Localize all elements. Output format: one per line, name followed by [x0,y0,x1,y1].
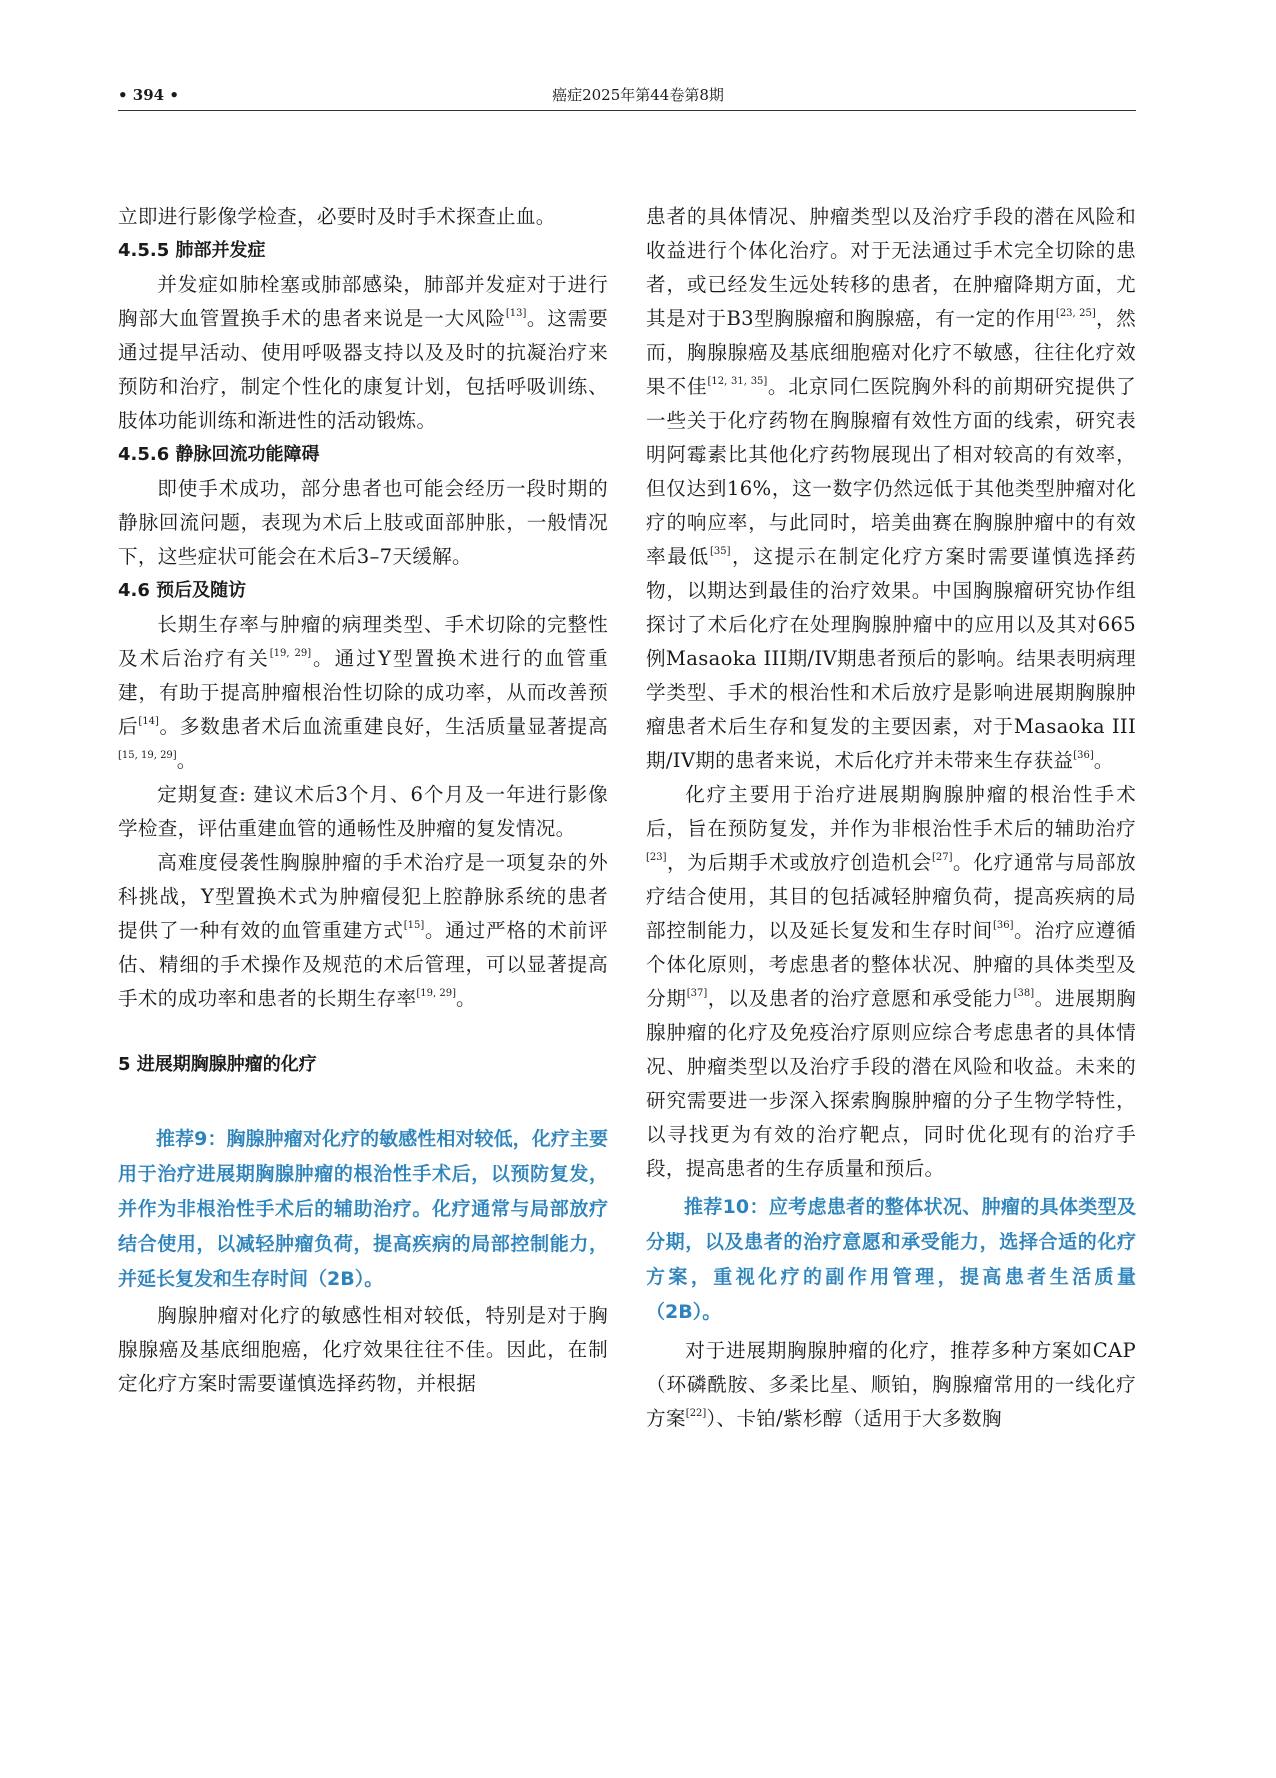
left-column [118,200,608,1401]
paragraph: 定期复查: 建议术后3个月、6个月及一年进行影像学检查，评估重建血管的通畅性及肿瘤的复发情况。 [118,783,608,840]
chapter-heading: 5 进展期胸腺肿瘤的化疗 [118,1054,317,1075]
paragraph: 胸腺肿瘤对化疗的敏感性相对较低，特别是对于胸腺腺癌及基底细胞癌，化疗效果往往不佳。因此，在制定化疗方案时需要谨慎选择药物，并根据 [118,1304,608,1395]
citation[interactable]: [35] [710,546,731,557]
citation[interactable]: [22] [685,1408,707,1419]
section-heading: 4.5.5 肺部并发症 [118,240,266,261]
journal-header: 癌症2025年第44卷第8期 [552,86,724,104]
paragraph: 即使手术成功，部分患者也可能会经历一段时期的静脉回流问题，表现为术后上肢或面部肿胀，一般情况下，这些症状可能会在术后3–7天缓解。 [118,477,608,568]
citation[interactable]: [13] [505,308,527,319]
paragraph: 对于进展期胸腺肿瘤的化疗，推荐多种方案如CAP（环磷酰胺、多柔比星、顺铂，胸腺瘤常用的一线化疗方案[22]）、卡铂/紫杉醇（适用于大多数胸 [646,1339,1136,1430]
citation[interactable]: [36] [1073,750,1094,761]
citation[interactable]: [38] [1013,988,1035,999]
citation[interactable]: [23, 25] [1055,308,1096,319]
paragraph: 长期生存率与肿瘤的病理类型、手术切除的完整性及术后治疗有关[19, 29]。通过Y型置换术进行的血管重建，有助于提高肿瘤根治性切除的成功率，从而改善预后[14]。多数患者术后血流重建良好，生活质量显著提高[15, 19, 29]。 [118,613,608,772]
citation[interactable]: [15] [403,920,425,931]
paragraph: 化疗主要用于治疗进展期胸腺肿瘤的根治性手术后，旨在预防复发，并作为非根治性手术后的辅助治疗[23]，为后期手术或放疗创造机会[27]。化疗通常与局部放疗结合使用，其目的包括减轻肿瘤负荷，提高疾病的局部控制能力，以及延长复发和生存时间[36]。治疗应遵循个体化原则，考虑患者的整体状况、肿瘤的具体类型及分期[37]，以及患者的治疗意愿和承受能力[38]。进展期胸腺肿瘤的化疗及免疫治疗原则应综合考虑患者的具体情况、肿瘤类型以及治疗手段的潜在风险和收益。未来的研究需要进一步深入探索胸腺肿瘤的分子生物学特性，以寻找更为有效的治疗靶点，同时优化现有的治疗手段，提高患者的生存质量和预后。 [646,783,1137,1180]
paragraph: 立即进行影像学检查，必要时及时手术探查止血。 [118,205,556,228]
citation[interactable]: [19, 29] [269,648,312,659]
citation[interactable]: [12, 31, 35] [707,376,768,387]
citation[interactable]: [27] [932,852,953,863]
paragraph: 高难度侵袭性胸腺肿瘤的手术治疗是一项复杂的外科挑战，Y型置换术式为肿瘤侵犯上腔静脉系统的患者提供了一种有效的血管重建方式[15]。通过严格的术前评估、精细的手术操作及规范的术后管理，可以显著提高手术的成功率和患者的长期生存率[19, 29]。 [118,851,608,1010]
recommendation-box: 推荐9：胸腺肿瘤对化疗的敏感性相对较低，化疗主要用于治疗进展期胸腺肿瘤的根治性手术后，以预防复发，并作为非根治性手术后的辅助治疗。化疗通常与局部放疗结合使用，以减轻肿瘤负荷，提高疾病的局部控制能力，并延长复发和生存时间（2B）。 [118,1128,608,1290]
paragraph: 患者的具体情况、肿瘤类型以及治疗手段的潜在风险和收益进行个体化治疗。对于无法通过手术完全切除的患者，或已经发生远处转移的患者，在肿瘤降期方面，尤其是对于B3型胸腺瘤和胸腺癌，有一定的作用[23, 25]，然而，胸腺腺癌及基底细胞癌对化疗不敏感，往往化疗效果不佳[12, 31, 35]。北京同仁医院胸外科的前期研究提供了一些关于化疗药物在胸腺瘤有效性方面的线索，研究表明阿霉素比其他化疗药物展现出了相对较高的有效率，但仅达到16%，这一数字仍然远低于其他类型肿瘤对化疗的响应率，与此同时，培美曲赛在胸腺肿瘤中的有效率最低[35]，这提示在制定化疗方案时需要谨慎选择药物，以期达到最佳的治疗效果。中国胸腺瘤研究协作组探讨了术后化疗在处理胸腺肿瘤中的应用以及其对665例Masaoka III期/IV期患者预后的影响。结果表明病理学类型、手术的根治性和术后放疗是影响进展期胸腺肿瘤患者术后生存和复发的主要因素，对于Masaoka III期/IV期的患者来说，术后化疗并未带来生存获益[36]。 [646,205,1137,772]
citation[interactable]: [15, 19, 29] [118,750,177,761]
citation[interactable]: [36] [992,920,1014,931]
citation[interactable]: [37] [686,988,708,999]
citation[interactable]: [19, 29] [416,988,457,999]
header-divider [118,110,1136,111]
citation[interactable]: [14] [138,716,159,727]
citation[interactable]: [23] [646,852,667,863]
right-column [646,200,1136,1436]
recommendation-box: 推荐10：应考虑患者的整体状况、肿瘤的具体类型及分期，以及患者的治疗意愿和承受能力，选择合适的化疗方案，重视化疗的副作用管理，提高患者生活质量（2B）。 [646,1196,1136,1323]
page-number: • 394 • [118,86,179,104]
paragraph: 并发症如肺栓塞或肺部感染，肺部并发症对于进行胸部大血管置换手术的患者来说是一大风险[13]。这需要通过提早活动、使用呼吸器支持以及及时的抗凝治疗来预防和治疗，制定个性化的康复计划，包括呼吸训练、肢体功能训练和渐进性的活动锻炼。 [118,273,609,432]
section-heading: 4.6 预后及随访 [118,580,247,601]
section-heading: 4.5.6 静脉回流功能障碍 [118,444,320,465]
